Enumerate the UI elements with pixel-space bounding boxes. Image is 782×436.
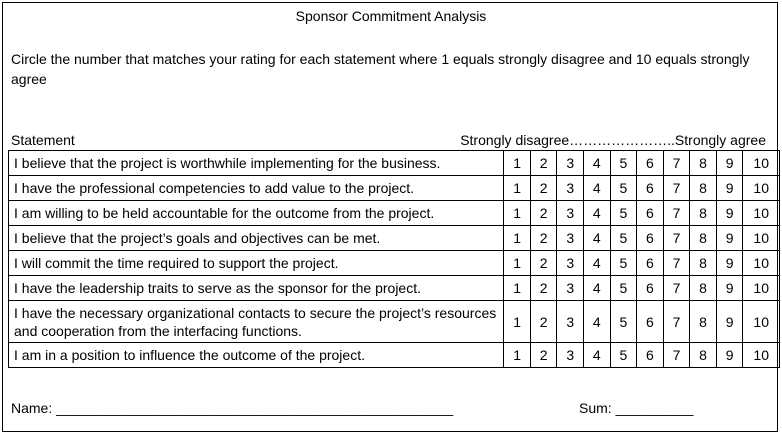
statement-cell: I believe that the project is worthwhile implementing for the business. [9,151,504,176]
rating-option[interactable]: 6 [637,201,664,226]
rating-option[interactable]: 9 [716,251,743,276]
rating-option[interactable]: 9 [716,201,743,226]
rating-option[interactable]: 7 [663,301,690,343]
rating-option[interactable]: 4 [584,226,611,251]
rating-option[interactable]: 8 [690,226,717,251]
rating-option[interactable]: 9 [716,151,743,176]
rating-option[interactable]: 2 [530,201,557,226]
rating-option[interactable]: 2 [530,301,557,343]
rating-option[interactable]: 8 [690,201,717,226]
rating-option[interactable]: 3 [557,176,584,201]
rating-option[interactable]: 5 [610,343,637,368]
rating-option[interactable]: 8 [690,301,717,343]
table-header [11,132,771,150]
instructions-text: Circle the number that matches your rating for each statement where 1 equals strongly disagree and 10 equals strongly agree [11,51,750,87]
rating-option[interactable]: 1 [504,201,531,226]
rating-option[interactable]: 7 [663,276,690,301]
statement-header: Statement [11,132,75,148]
rating-option[interactable]: 6 [637,301,664,343]
rating-option[interactable]: 7 [663,176,690,201]
rating-option[interactable]: 2 [530,176,557,201]
rating-option[interactable]: 10 [743,251,780,276]
rating-option[interactable]: 10 [743,201,780,226]
rating-option[interactable]: 2 [530,276,557,301]
rating-option[interactable]: 3 [557,251,584,276]
rating-option[interactable]: 8 [690,276,717,301]
table-row [9,301,780,343]
rating-option[interactable]: 2 [530,343,557,368]
rating-option[interactable]: 10 [743,276,780,301]
rating-option[interactable]: 6 [637,226,664,251]
rating-option[interactable]: 4 [584,301,611,343]
rating-option[interactable]: 8 [690,343,717,368]
rating-option[interactable]: 5 [610,151,637,176]
rating-option[interactable]: 9 [716,343,743,368]
rating-option[interactable]: 6 [637,276,664,301]
name-field[interactable]: Name: ___________________________________________________ [11,400,454,416]
rating-option[interactable]: 3 [557,201,584,226]
rating-option[interactable]: 9 [716,226,743,251]
rating-option[interactable]: 4 [584,176,611,201]
rating-option[interactable]: 1 [504,251,531,276]
rating-table [8,150,780,368]
rating-option[interactable]: 4 [584,343,611,368]
rating-option[interactable]: 2 [530,226,557,251]
rating-option[interactable]: 6 [637,151,664,176]
rating-option[interactable]: 5 [610,276,637,301]
table-row [9,201,780,226]
statement-cell: I have the leadership traits to serve as the sponsor for the project. [9,276,504,301]
rating-option[interactable]: 8 [690,251,717,276]
form-title: Sponsor Commitment Analysis [295,8,487,24]
rating-option[interactable]: 5 [610,301,637,343]
statement-cell: I will commit the time required to support the project. [9,251,504,276]
rating-option[interactable]: 6 [637,251,664,276]
rating-option[interactable]: 5 [610,251,637,276]
rating-option[interactable]: 3 [557,343,584,368]
rating-option[interactable]: 3 [557,301,584,343]
rating-option[interactable]: 6 [637,343,664,368]
rating-option[interactable]: 3 [557,276,584,301]
sum-field[interactable]: Sum: __________ [579,400,694,416]
rating-option[interactable]: 10 [743,151,780,176]
rating-option[interactable]: 2 [530,151,557,176]
rating-option[interactable]: 3 [557,226,584,251]
table-row [9,151,780,176]
rating-option[interactable]: 1 [504,226,531,251]
table-row [9,251,780,276]
table-row [9,176,780,201]
rating-option[interactable]: 7 [663,251,690,276]
rating-option[interactable]: 1 [504,151,531,176]
rating-option[interactable]: 5 [610,176,637,201]
table-row [9,343,780,368]
rating-option[interactable]: 4 [584,201,611,226]
rating-option[interactable]: 7 [663,201,690,226]
rating-option[interactable]: 6 [637,176,664,201]
rating-option[interactable]: 1 [504,343,531,368]
statement-cell: I am willing to be held accountable for the outcome from the project. [9,201,504,226]
statement-cell: I have the professional competencies to add value to the project. [9,176,504,201]
statement-cell: I am in a position to influence the outcome of the project. [9,343,504,368]
rating-option[interactable]: 9 [716,301,743,343]
rating-option[interactable]: 3 [557,151,584,176]
rating-option[interactable]: 1 [504,276,531,301]
rating-option[interactable]: 4 [584,151,611,176]
statement-cell: I believe that the project’s goals and objectives can be met. [9,226,504,251]
table-row [9,226,780,251]
rating-option[interactable]: 10 [743,343,780,368]
rating-option[interactable]: 8 [690,151,717,176]
rating-option[interactable]: 7 [663,226,690,251]
rating-option[interactable]: 8 [690,176,717,201]
rating-option[interactable]: 1 [504,301,531,343]
rating-option[interactable]: 9 [716,176,743,201]
scale-header: Strongly disagree…………………..Strongly agree [460,132,766,148]
statement-cell: I have the necessary organizational contacts to secure the project’s resources and cooperation from the interfacing functions. [9,301,504,343]
rating-option[interactable]: 4 [584,276,611,301]
rating-option[interactable]: 9 [716,276,743,301]
rating-option[interactable]: 1 [504,176,531,201]
table-row [9,276,780,301]
rating-option[interactable]: 7 [663,343,690,368]
rating-option[interactable]: 4 [584,251,611,276]
rating-option[interactable]: 5 [610,226,637,251]
rating-option[interactable]: 2 [530,251,557,276]
rating-option[interactable]: 5 [610,201,637,226]
rating-option[interactable]: 7 [663,151,690,176]
rating-option[interactable]: 10 [743,176,780,201]
rating-option[interactable]: 10 [743,301,780,343]
rating-option[interactable]: 10 [743,226,780,251]
